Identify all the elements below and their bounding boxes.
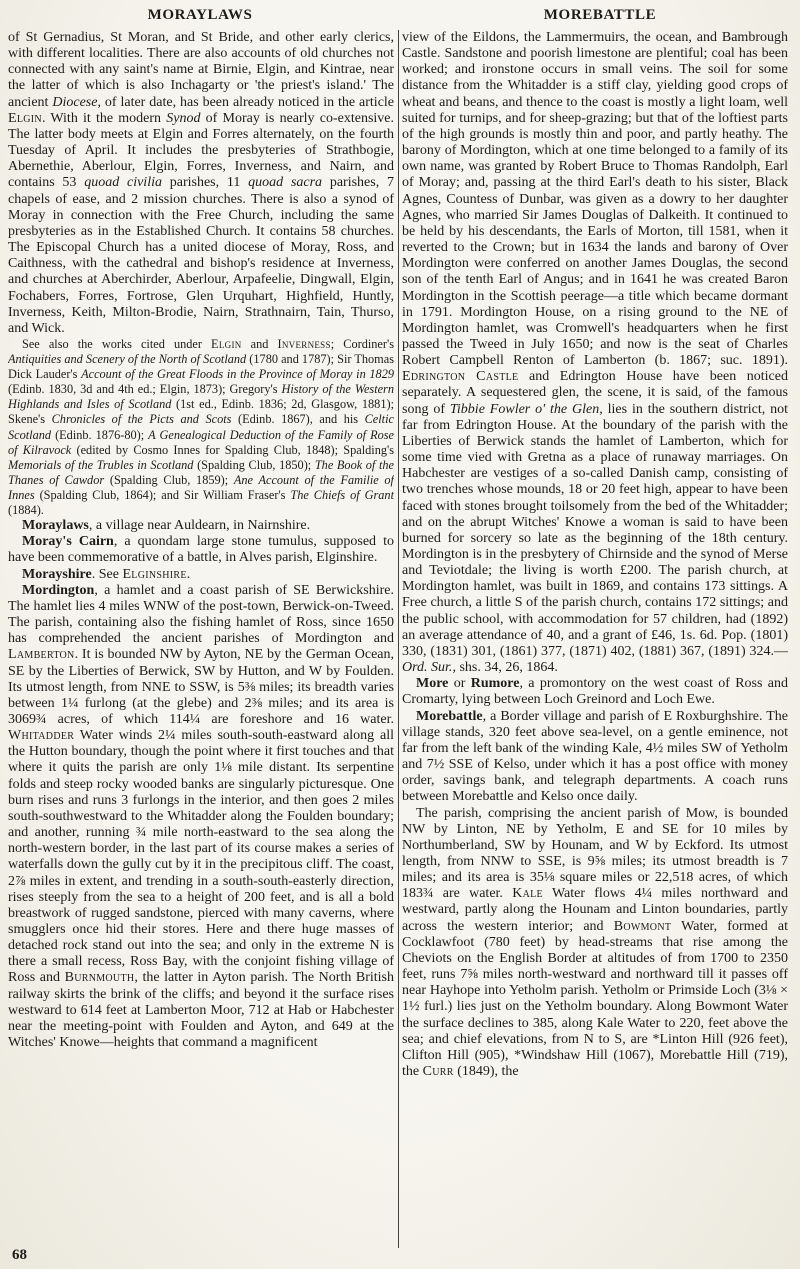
text-run-i: quoad sacra [248,175,323,191]
text-run-b: Moraylaws [22,518,89,534]
text-run-sc: Burnmouth [64,970,135,986]
text-run-sc: Elginshire [122,566,187,582]
running-head-right: MOREBATTLE [543,7,657,23]
text-run-i: Ane Account of the Familie of Innes [8,472,394,502]
text-run-sc: Kale [512,886,543,902]
text-run-i: Diocese [52,94,98,110]
text-run-sc: Lamberton [8,647,75,663]
paragraph: Moray's Cairn, a quondam large stone tumulus, supposed to have been commemorative of a battle, in Alves parish, Elginshire. [8,534,394,566]
running-head-left: MORAYLAWS [147,7,253,23]
paragraph: Morayshire. See Elginshire. [22,566,191,582]
text-run-sc: Curr [422,1064,454,1079]
text-run-sc: Bowmont [613,918,672,934]
right-column [402,30,788,1248]
text-run-sc: Whitadder [8,728,75,744]
text-run-b: Rumore [470,676,520,692]
paragraph: view of the Eildons, the Lammermuirs, the ocean, and Bambrough Castle. Sandstone and poorish limestone are plentiful; coal has been worked; and ironstone occurs in small veins. The soil for some distance from the Whitadder is a stiff clay, yielding good crops of wheat and beans, and thence to the coast is mostly a light loam, well suited for turnips, and for sheep-grazing; but that of the loftiest parts of the high grounds is mostly thin and poor, and partly heathy. The barony of Mordington, which at one time belonged to a family of its own name, was granted by Robert Bruce to Thomas Randolph, Earl of Moray; and, passing at the third Earl's death to his sister, Black Agnes, Countess of Dunbar, was given as a dowry to her daughter Agnes, who married Sir James Douglas of Dalkeith. It continued to be held by his descendants, the Earls of Morton, till 1581, when it reverted to the Crown; but in 1634 the lands and barony of Over Mordington were conferred on another James Douglas, the second son of the tenth Earl of Angus; and in 1641 he was created Baron Mordington in the Scottish peerage—a title which became dormant in 1791. Mordington House, on a rising ground to the NE of Mordington hamlet, was Cromwell's headquarters when he first passed the Tweed in July 1650; and now is the seat of Charles Robert Campbell Renton of Lamberton (b. 1867; suc. 1891). Edrington Castle and Edrington House have been noticed separately. A sequestered glen, the scene, it is said, of the famous song of Tibbie Fowler o' the Glen, lies in the southern district, not far from Edrington House. At the boundary of the parish with the Liberties of Berwick stands the hamlet of Lamberton, which for some time vied with Gretna as a place of runaway marriages. On Habchester are vestiges of a so-called Danish camp, consisting of two trenches whose mounds, 18 or 20 feet high, appear to have been faced with stones brought toilsomely from the bed of the Whitadder; and on the abrupt Witches' Knowe a woman is said to have been burned for sorcery so late as the beginning of the 18th century. Mordington is in the presbytery of Chirnside and the synod of Merse and Teviotdale; the living is worth £200. The parish church, at Mordington hamlet, was built in 1869, and contains 173 sittings. A Free church, a little S of the parish church, contains 172 sittings; and the public school, with accommodation for 57 children, had (1892) an average attendance of 40, and a grant of £46, 1s. 6d. Pop. (1801) 330, (1831) 301, (1861) 377, (1871) 402, (1881) 367, (1891) 324.—Ord. Sur., shs. 34, 26, 1864. [402,30,788,676]
text-run-b: More [416,676,449,692]
text-run-i: Ord. Sur. [402,660,453,676]
paragraph: Morebattle, a Border village and parish of E Roxburghshire. The village stands, 320 feet above sea-level, on a gentle eminence, not far from the left bank of the winding Kale, 4½ miles SW of Yetholm and 7½ SSE of Kelso, under which it has a post office with money order, savings bank, and telegraph departments. A coach runs between Morebattle and Kelso once daily. [402,708,788,805]
text-run-sc: Elgin [8,110,42,126]
paragraph: See also the works cited under Elgin and Inverness; Cordiner's Antiquities and Scenery of the North of Scotland (1780 and 1787); Sir Thomas Dick Lauder's Account of the Great Floods in the Province of Moray in 1829 (Edinb. 1830, 3d and 4th ed.; Elgin, 1873); Gregory's History of the Western Highlands and Isles of Scotland (1st ed., Edinb. 1836; 2d, Glasgow, 1881); Skene's Chronicles of the Picts and Scots (Edinb. 1867), and his Celtic Scotland (Edinb. 1876-80); A Genealogical Deduction of the Family of Rose of Kilravock (edited by Cosmo Innes for Spalding Club, 1848); Spalding's Memorials of the Trubles in Scotland (Spalding Club, 1850); The Book of the Thanes of Cawdor (Spalding Club, 1859); Ane Account of the Familie of Innes (Spalding Club, 1864); and Sir William Fraser's The Chiefs of Grant (1884). [8,336,394,517]
text-run-i: Celtic Scotland [8,412,394,442]
text-run-i: History of the Western Highlands and Isles of Scotland [8,382,394,412]
text-run-b: Morayshire [22,566,92,582]
text-run-b: Mordington [22,582,95,598]
paragraph: The parish, comprising the ancient parish of Mow, is bounded NW by Linton, NE by Yetholm, E and SE for 10 miles by Northumberland, SW by Hounam, and W by Eckford. Its utmost length, from NNW to SSE, is 9⅝ miles; its utmost breadth is 7 miles; and its area is 35⅛ square miles or 22,518 acres, of which 183¾ are water. Kale Water flows 4¼ miles northward and westward, partly along the Hounam and Linton boundaries, partly across the western interior; and Bowmont Water, formed at Cocklawfoot (780 feet) by head-streams that rise among the Cheviots on the English Border at altitudes of from 1700 to 2350 feet, runs 7⅝ miles north-westward and northward till it passes off near Hayhope into Yetholm parish. Yetholm or Primside Loch (3⅛ × 1½ furl.) lies just on the Yetholm boundary. Along Bowmont Water the surface declines to 385, along Kale Water to 220, feet above the sea; and chief elevations, from N to S, are *Linton Hill (926 feet), Clifton Hill (905), *Windshaw Hill (1067), Morebattle Hill (719), the Curr (1849), the [402,805,788,1079]
text-run-i: A Genealogical Deduction of the Family of Rose of Kilravock [8,427,394,457]
text-run-b: Moray's Cairn [22,534,114,550]
text-run-i: quoad civilia [84,175,162,191]
text-run-i: Tibbie Fowler o' the Glen [449,401,600,417]
text-run-i: Account of the Great Floods in the Province of Moray in 1829 [81,367,394,382]
running-head [0,0,800,24]
text-run-i: Memorials of the Trubles in Scotland [8,457,194,472]
page-number: 68 [12,1247,27,1263]
text-run-i: The Book of the Thanes of Cawdor [8,457,394,487]
text-run-i: Antiquities and Scenery of the North of Scotland [8,352,247,367]
text-run-sc: Edrington Castle [402,369,519,385]
paragraph: Moraylaws, a village near Auldearn, in Nairnshire. [22,518,311,534]
text-run-sc: Elgin [211,336,242,351]
text-run-b: Morebattle [416,708,483,724]
column-divider [398,30,399,1248]
paragraph: of St Gernadius, St Moran, and St Bride, and other early clerics, with different localities. There are also accounts of old churches not connected with any saint's name at Birnie, Elgin, and Kintrae, near the latter of which is also Inchagarty or 'the priest's island.' The ancient Diocese, of later date, has been already noticed in the article Elgin. With it the modern Synod of Moray is nearly co-extensive. The latter body meets at Elgin and Forres alternately, on the fourth Tuesday of April. It includes the presbyteries of Strathbogie, Abernethie, Aberlour, Elgin, Forres, Inverness, and Nairn, and contains 53 quoad civilia parishes, 11 quoad sacra parishes, 7 chapels of ease, and 2 mission churches. There is also a synod of Moray in connection with the Free Church, including the same presbyteries as in the Established Church. It contains 58 churches. The Episcopal Church has a united diocese of Moray, Ross, and Caithness, with the cathedral and bishop's residence at Inverness, and churches at Aberchirder, Aberlour, Arpafeelie, Dingwall, Elgin, Fochabers, Forres, Fortrose, Glen Urquhart, Highfield, Huntly, Inverness, Keith, Milton-Brodie, Nairn, Strathnairn, Tain, Thurso, and Wick. [8,30,394,336]
text-run-i: Chronicles of the Picts and Scots [51,412,232,427]
text-columns [0,24,800,1248]
text-run-i: Synod [166,110,201,126]
paragraph: Mordington, a hamlet and a coast parish of SE Berwickshire. The hamlet lies 4 miles WNW of the post-town, Berwick-on-Tweed. The parish, containing also the fishing hamlet of Ross, since 1650 has comprehended the ancient parishes of Mordington and Lamberton. It is bounded NW by Ayton, NE by the German Ocean, SE by the Liberties of Berwick, SW by Hutton, and W by Foulden. Its utmost length, from NNE to SSW, is 5⅜ miles; its breadth varies between 1¼ furlong (at the glebe) and 2⅜ miles; and its area is 3069¾ acres, of which 114¼ are foreshore and 16 water. Whitadder Water winds 2¼ miles south-south-eastward along all the Hutton boundary, though the point where it first touches and that where it quits the parish are only 1⅛ mile distant. Its serpentine folds and steep rocky wooded banks are singularly picturesque. One burn rises and runs 3 furlongs in the interior, and then goes 2 miles south-southwestward to the Whitadder along the Foulden boundary; and another, running ¾ mile north-eastward to the sea along the north-western border, in the last part of its course makes a series of waterfalls down the gully cut by it in the precipitous cliff. The coast, 2⅞ miles in extent, and trending in a south-south-easterly direction, rises steeply from the sea to a height of 200 feet, and is all a bold breastwork of rugged sandstone, pierced with many caverns, where smugglers once hid their stores. Here and there huge masses of detached rock stand out into the sea; and only in the extreme N is there a small recess, Ross Bay, with the conjoint fishing village of Ross and Burnmouth, the latter in Ayton parish. The North British railway skirts the brink of the cliffs; and beyond it the surface rises westward to 614 feet at Lamberton Moor, 712 at Hab or Habchester near the meeting-point with Foulden and Ayton, and 649 at the Witches' Knowe—heights that command a magnificent [8,582,394,1051]
paragraph: More or Rumore, a promontory on the west coast of Ross and Cromarty, lying between Loch Greinord and Loch Ewe. [402,676,788,708]
left-column [8,30,394,1248]
text-run-i: The Chiefs of Grant [290,487,394,502]
text-run-sc: Inverness [277,336,331,351]
